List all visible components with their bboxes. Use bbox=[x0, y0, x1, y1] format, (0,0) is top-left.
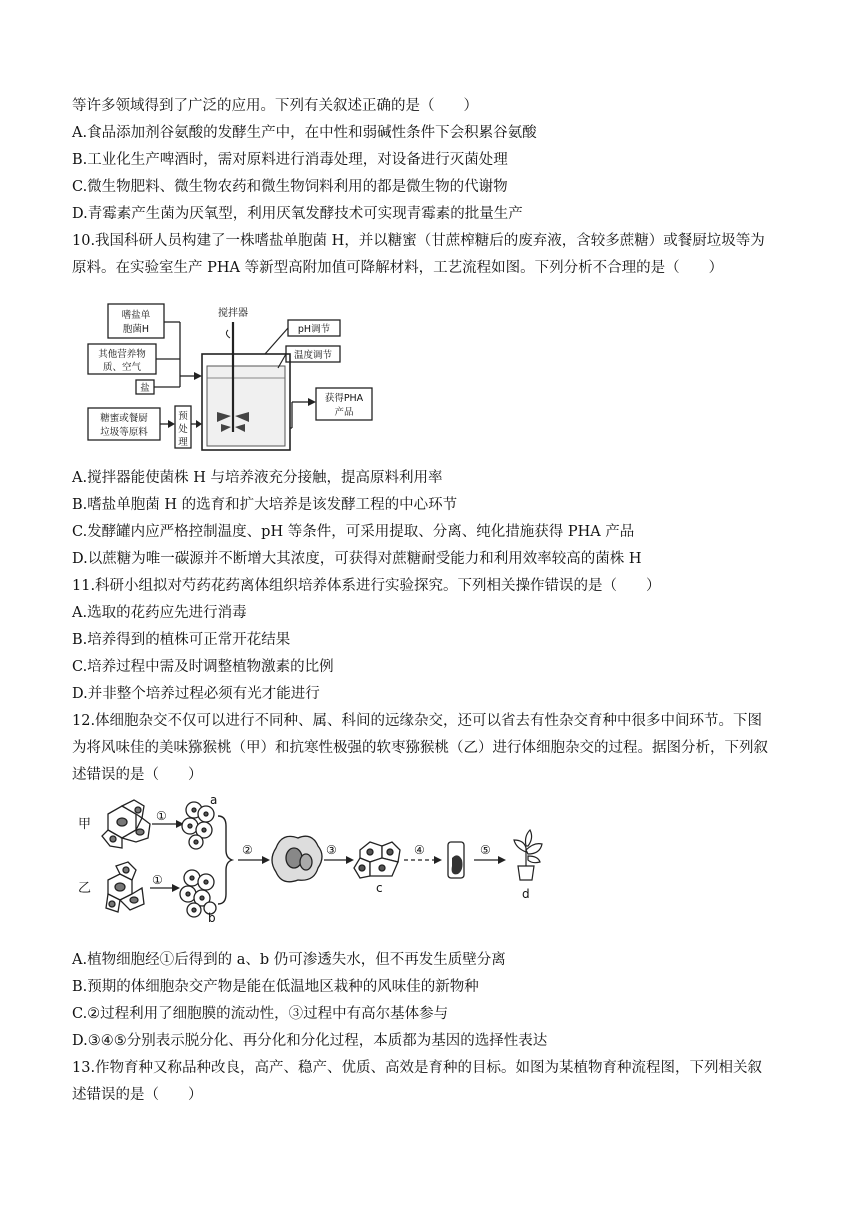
pretreat-label-char2: 处 bbox=[178, 424, 188, 435]
q10-stem-line1: 10.我国科研人员构建了一株嗜盐单胞菌 H，并以糖蜜（甘蔗榨糖后的废弃液，含较多蔗糖）或餐厨垃圾等为 bbox=[72, 233, 765, 249]
bacteria-label-part2: 胞菌H bbox=[122, 324, 150, 335]
q13-stem-line2: 述错误的是（ ） bbox=[72, 1087, 203, 1103]
nutrients-label-part2: 质、空气 bbox=[102, 362, 142, 373]
yi-tissue bbox=[106, 862, 144, 912]
pretreat-label-char3: 理 bbox=[178, 437, 188, 448]
hybrid-cells-c bbox=[354, 842, 400, 878]
protoplasts-b bbox=[180, 870, 216, 917]
stirrer-label: 搅拌器 bbox=[218, 308, 248, 319]
ph-control-label: pH调节 bbox=[297, 324, 331, 335]
q12-option-c: C.②过程利用了细胞膜的流动性，③过程中有高尔基体参与 bbox=[72, 1006, 449, 1022]
fused-cell bbox=[272, 836, 322, 882]
q10-option-b: B.嗜盐单胞菌 H 的选育和扩大培养是该发酵工程的中心环节 bbox=[72, 497, 458, 513]
temp-control-label: 温度调节 bbox=[293, 350, 333, 361]
merge-brace bbox=[218, 816, 232, 904]
q9-stem: 等许多领域得到了广泛的应用。下列有关叙述正确的是（ ） bbox=[72, 98, 478, 114]
step3-label: ③ bbox=[326, 843, 337, 857]
q13-stem-line1: 13.作物育种又称品种改良，高产、稳产、优质、高效是育种的目标。如图为某植物育种流程图，下列相关叙 bbox=[72, 1060, 763, 1076]
salt-label: 盐 bbox=[140, 383, 150, 394]
q9-option-a: A.食品添加剂谷氨酸的发酵生产中，在中性和弱碱性条件下会积累谷氨酸 bbox=[72, 125, 537, 141]
q12-stem-line2: 为将风味佳的美味猕猴桃（甲）和抗寒性极强的软枣猕猴桃（乙）进行体细胞杂交的过程。据图分析，下列叙 bbox=[72, 740, 768, 756]
q10-option-c: C.发酵罐内应严格控制温度、pH 等条件，可采用提取、分离、纯化措施获得 PHA 产品 bbox=[72, 524, 635, 540]
nutrients-label-part1: 其他营养物 bbox=[98, 349, 146, 360]
protoplasts-a bbox=[182, 802, 214, 849]
step4-label: ④ bbox=[414, 843, 425, 857]
q11-option-b: B.培养得到的植株可正常开花结果 bbox=[72, 632, 291, 648]
product-label-part2: 产品 bbox=[334, 407, 354, 418]
q11-stem: 11.科研小组拟对芍药花药离体组织培养体系进行实验探究。下列相关操作错误的是（ ） bbox=[72, 578, 661, 594]
raw-label-part1: 糖蜜或餐厨 bbox=[100, 413, 148, 424]
bacteria-label-part1: 嗜盐单 bbox=[121, 310, 151, 321]
plant-d bbox=[514, 830, 542, 880]
jia-tissue bbox=[102, 800, 150, 848]
q10-stem-line2: 原料。在实验室生产 PHA 等新型高附加值可降解材料，工艺流程如图。下列分析不合理的是（ ） bbox=[72, 260, 724, 276]
label-d: d bbox=[522, 887, 530, 901]
q11-option-c: C.培养过程中需及时调整植物激素的比例 bbox=[72, 659, 334, 675]
q9-option-d: D.青霉素产生菌为厌氧型，利用厌氧发酵技术可实现青霉素的批量生产 bbox=[72, 206, 523, 222]
label-b: b bbox=[208, 911, 216, 924]
step2-label: ② bbox=[242, 843, 253, 857]
product-label-part1: 获得PHA bbox=[324, 393, 364, 404]
culture-tube bbox=[448, 842, 464, 878]
step1-label-top: ① bbox=[156, 809, 167, 823]
raw-label-part2: 垃圾等原料 bbox=[100, 427, 148, 438]
q11-option-d: D.并非整个培养过程必须有光才能进行 bbox=[72, 686, 320, 702]
q12-option-a: A.植物细胞经①后得到的 a、b 仍可渗透失水，但不再发生质壁分离 bbox=[72, 952, 506, 968]
q12-stem-line3: 述错误的是（ ） bbox=[72, 767, 203, 783]
q10-option-a: A.搅拌器能使菌株 H 与培养液充分接触，提高原料利用率 bbox=[72, 470, 443, 486]
q9-option-c: C.微生物肥料、微生物农药和微生物饲料利用的都是微生物的代谢物 bbox=[72, 179, 508, 195]
q9-option-b: B.工业化生产啤酒时，需对原料进行消毒处理，对设备进行灭菌处理 bbox=[72, 152, 508, 168]
pretreat-label-char1: 预 bbox=[178, 411, 188, 422]
q12-stem-line1: 12.体细胞杂交不仅可以进行不同种、属、科间的远缘杂交，还可以省去有性杂交育种中很多中间环节。下图 bbox=[72, 713, 763, 729]
yi-label: 乙 bbox=[78, 881, 92, 896]
q11-option-a: A.选取的花药应先进行消毒 bbox=[72, 605, 247, 621]
label-c: c bbox=[376, 881, 383, 895]
label-a: a bbox=[210, 796, 218, 807]
step1-label-bottom: ① bbox=[152, 873, 163, 887]
q12-option-d: D.③④⑤分别表示脱分化、再分化和分化过程，本质都为基因的选择性表达 bbox=[72, 1033, 548, 1049]
q12-protoplast-fusion-diagram bbox=[72, 796, 552, 924]
q10-option-d: D.以蔗糖为唯一碳源并不断增大其浓度，可获得对蔗糖耐受能力和利用效率较高的菌株 H bbox=[72, 551, 642, 567]
step5-label: ⑤ bbox=[480, 843, 491, 857]
jia-label: 甲 bbox=[78, 817, 92, 832]
q10-fermentation-diagram bbox=[80, 296, 480, 454]
q12-option-b: B.预期的体细胞杂交产物是能在低温地区栽种的风味佳的新物种 bbox=[72, 979, 479, 995]
